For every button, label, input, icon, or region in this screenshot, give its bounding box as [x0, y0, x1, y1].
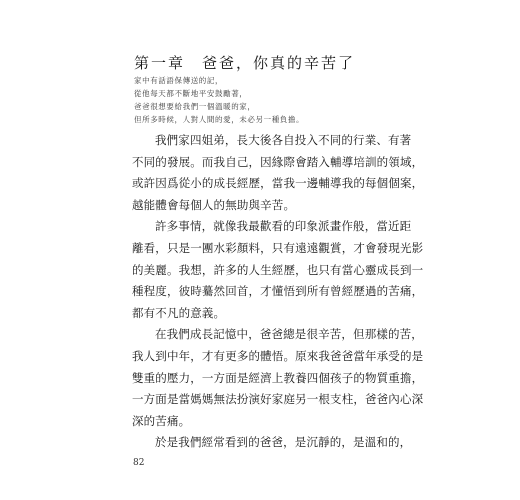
text-line: 不同的發展。而我自己，因緣際會踏入輔導培訓的領域，: [132, 154, 424, 169]
paragraph: [132, 324, 424, 432]
text-line: 一方面是當媽媽無法扮演好家庭另一根支柱，爸爸內心深: [132, 392, 424, 407]
text-line: 雙重的壓力，一方面是經濟上教養四個孩子的物質重擔，: [132, 370, 424, 385]
epigraph-line: 爸爸很想要給我們一個溫暖的家，: [134, 102, 256, 111]
epigraph: [134, 74, 424, 126]
text-line: 越能體會每個人的無助與辛苦。: [132, 197, 296, 212]
text-line: 或許因爲從小的成長經歷，當我一邊輔導我的每個個案，: [132, 176, 424, 191]
chapter-title: 第一章 爸爸，你真的辛苦了: [134, 54, 356, 72]
text-line: 種程度，彼時驀然回首，才懂悟到所有曾經歷過的苦痛，: [132, 284, 424, 299]
text-line: 都有不凡的意義。: [132, 305, 226, 320]
paragraph: [132, 216, 424, 324]
paragraph: [132, 432, 412, 454]
text-line: 離看，只是一團水彩顏料，只有遠遠觀賞，才會發現光影: [132, 240, 424, 255]
text-line: 我們家四姐弟，長大後各自投入不同的行業、有著: [155, 133, 412, 147]
text-line: 的美麗。我想，許多的人生經歷，也只有當心靈成長到一: [132, 262, 424, 277]
text-line: 深的苦痛。: [132, 413, 191, 428]
page-number: 82: [133, 458, 145, 468]
body-text: [132, 130, 424, 454]
epigraph-line: 家中有話語保傳送的記，: [134, 76, 224, 85]
epigraph-line: 從他每天都不斷地平安鼓勵著，: [134, 89, 248, 98]
paragraph: [132, 130, 424, 216]
epigraph-line: 但所多時候，人對人間的愛，未必另一種負擔。: [134, 115, 305, 124]
text-line: 於是我們經常看到的爸爸，是沉靜的，是溫和的，: [155, 435, 412, 450]
text-line: 我人到中年，才有更多的體悟。原來我爸爸當年承受的是: [132, 348, 424, 363]
text-line: 在我們成長記憶中，爸爸總是很辛苦，但那樣的苦，: [155, 327, 423, 342]
text-line: 許多事情，就像我最歡看的印象派畫作般，當近距: [155, 219, 412, 234]
